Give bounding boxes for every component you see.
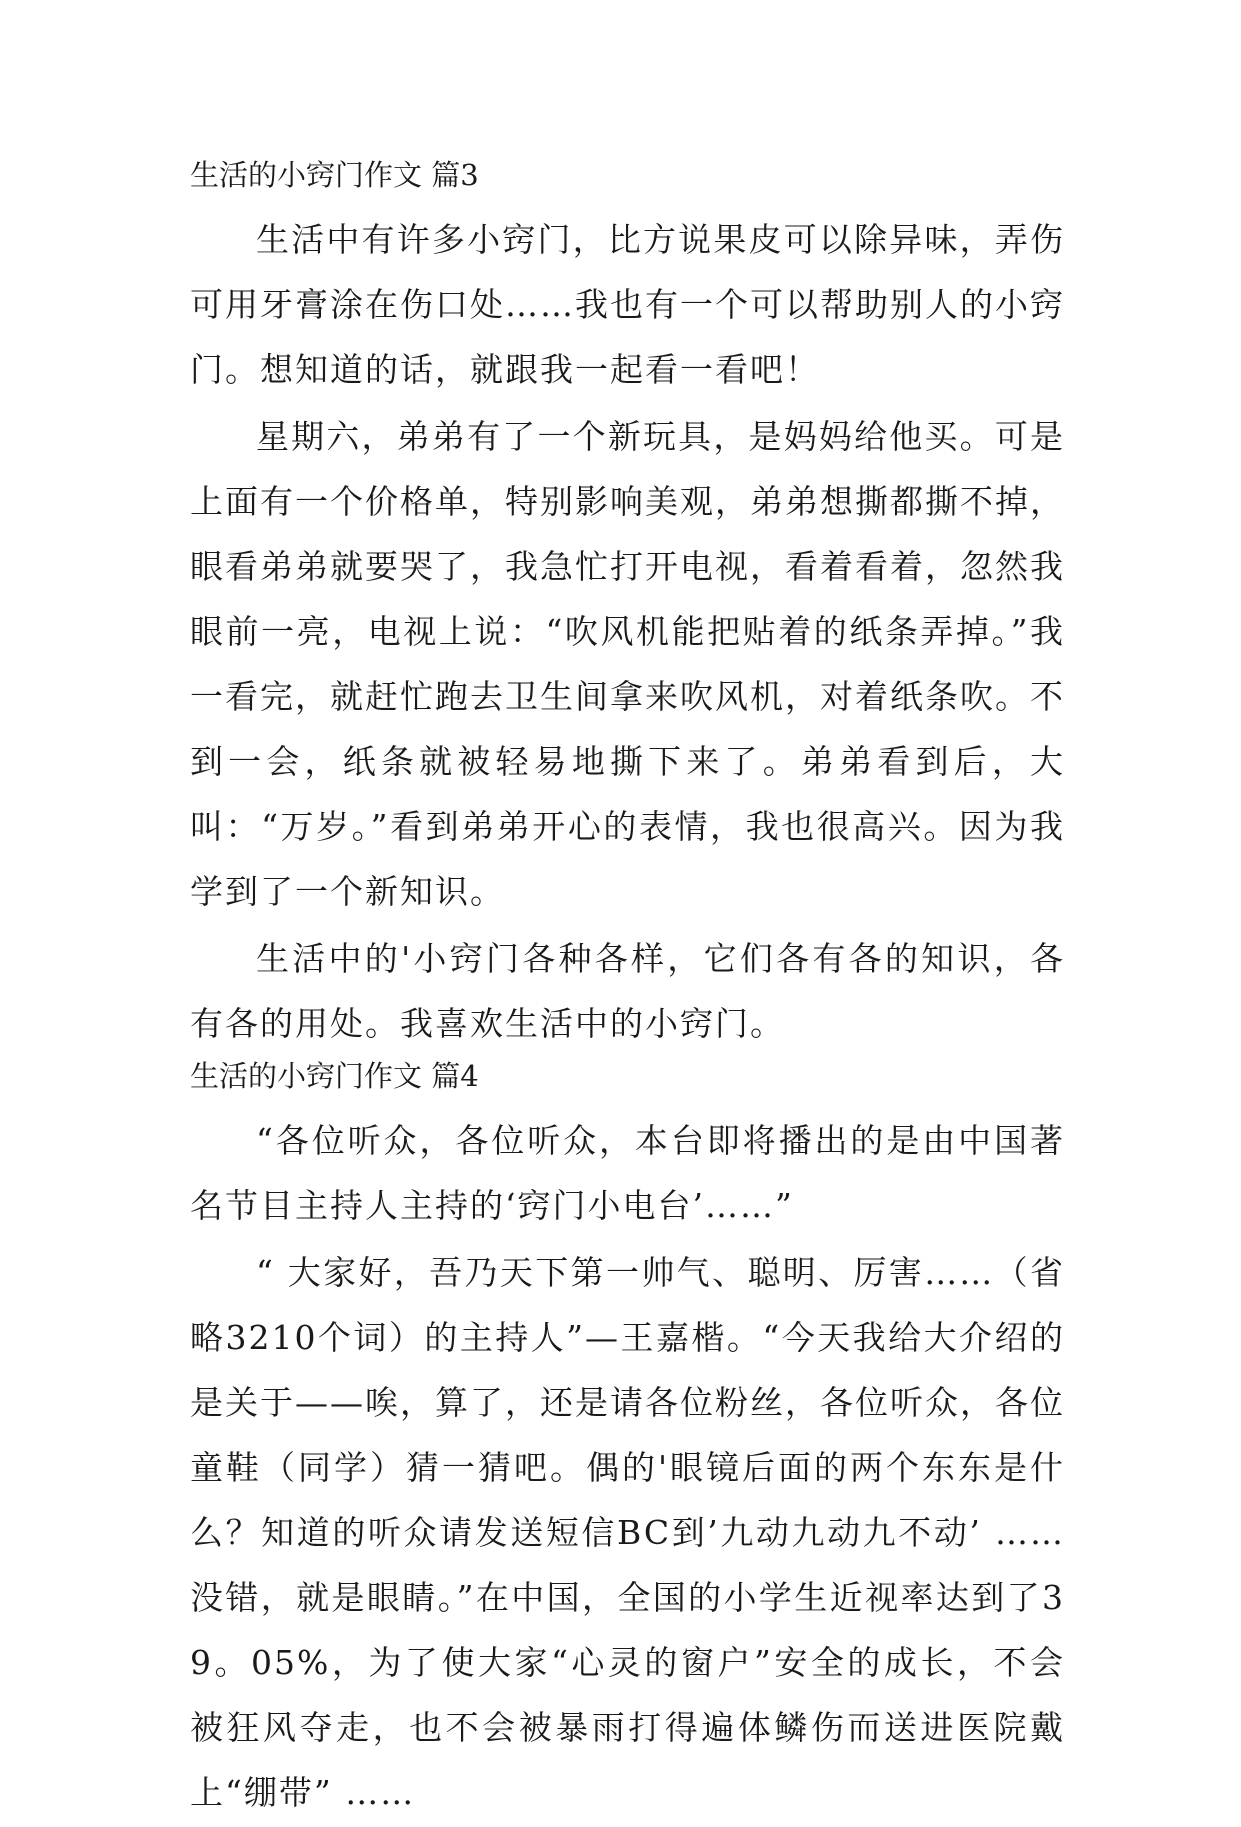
paragraph: 生活中的'小窍门各种各样，它们各有各的知识，各有各的用处。我喜欢生活中的小窍门。 xyxy=(190,939,1065,1043)
document-page xyxy=(190,155,1065,1827)
paragraph: 星期六，弟弟有了一个新玩具，是妈妈给他买。可是上面有一个价格单，特别影响美观，弟弟想撕都撕不掉，眼看弟弟就要哭了，我急忙打开电视，看着看着，忽然我眼前一亮，电视上说：“吹风机能把贴着的纸条弄掉。”我一看完，就赶忙跑去卫生间拿来吹风机，对着纸条吹。不到一会，纸条就被轻易地撕下来了。弟弟看到后，大叫：“万岁。”看到弟弟开心的表情，我也很高兴。因为我学到了一个新知识。 xyxy=(190,417,1065,911)
section-4 xyxy=(190,1056,1065,1825)
paragraph: “ 大家好，吾乃天下第一帅气、聪明、厉害……（省略3210个词）的主持人”—王嘉楷。“今天我给大介绍的是关于——唉，算了，还是请各位粉丝，各位听众，各位童鞋（同学）猜一猜吧。偶的'眼镜后面的两个东东是什么？知道的听众请发送短信BC到’九动九动九不动’ ……没错，就是眼睛。”在中国，全国的小学生近视率达到了39。05%，为了使大家“心灵的窗户”安全的成长，不会被狂风夺走，也不会被暴雨打得遍体鳞伤而送进医院戴上“绷带” …… xyxy=(190,1253,1065,1812)
section-heading: 生活的小窍门作文 篇3 xyxy=(190,158,479,192)
section-heading: 生活的小窍门作文 篇4 xyxy=(190,1059,479,1093)
section-3 xyxy=(190,155,1065,1056)
paragraph: “各位听众，各位听众，本台即将播出的是由中国著名节目主持人主持的‘窍门小电台’……” xyxy=(190,1121,1065,1225)
paragraph: 生活中有许多小窍门，比方说果皮可以除异味，弄伤可用牙膏涂在伤口处……我也有一个可以帮助别人的小窍门。想知道的话，就跟我一起看一看吧！ xyxy=(190,220,1065,389)
